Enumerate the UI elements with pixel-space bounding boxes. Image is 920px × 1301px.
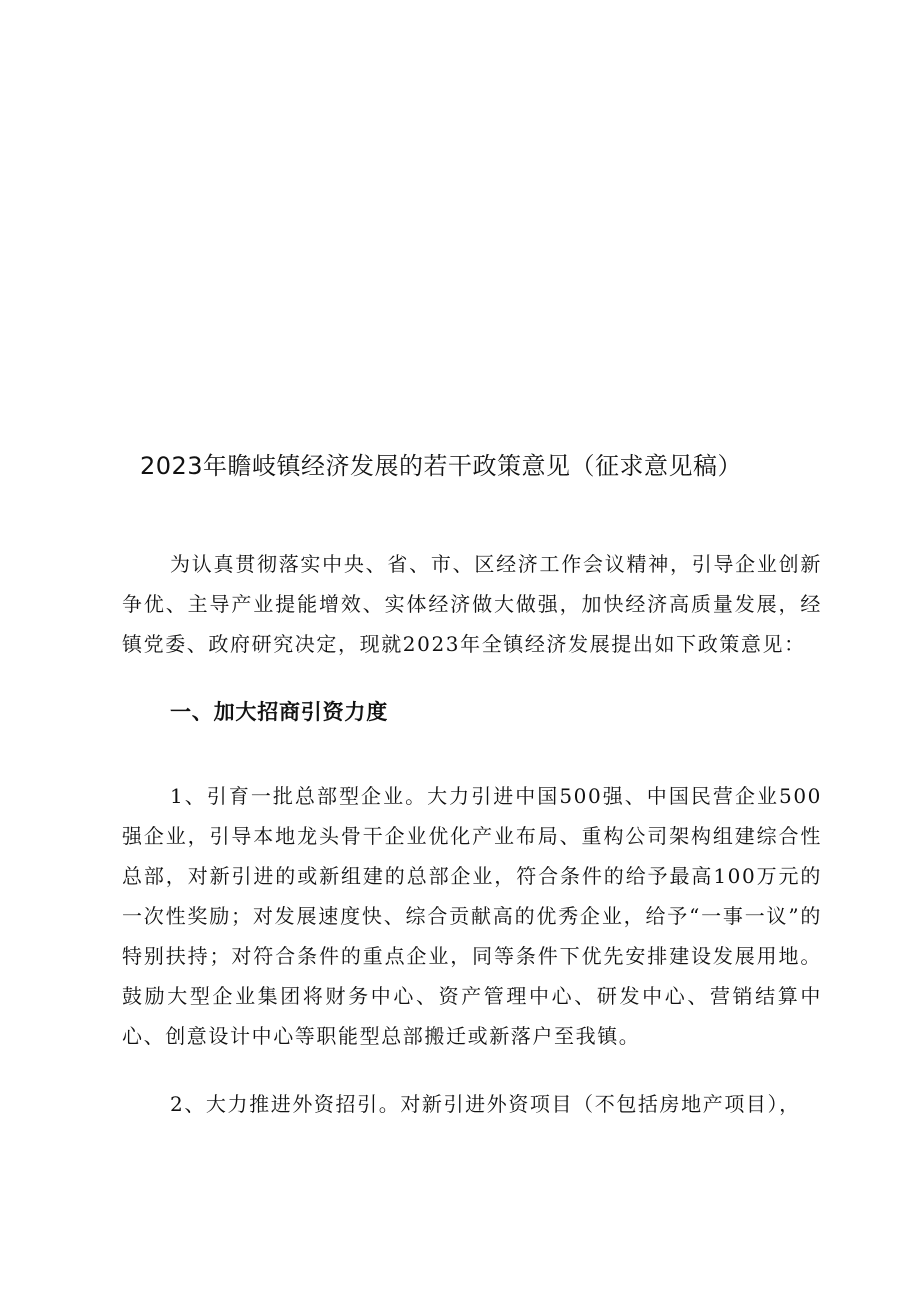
- item-2-paragraph: 2、大力推进外资招引。对新引进外资项目（不包括房地产项目），: [170, 1092, 801, 1116]
- document-title: 2023年瞻岐镇经济发展的若干政策意见（征求意见稿）: [139, 452, 743, 480]
- intro-paragraph: 为认真贯彻落实中央、省、市、区经济工作会议精神，引导企业创新争优、主导产业提能增效、实体经济做大做强，加快经济高质量发展，经镇党委、政府研究决定，现就2023年全镇经济发展提出如下政策意见：: [122, 552, 822, 656]
- item-1-paragraph: 1、引育一批总部型企业。大力引进中国500强、中国民营企业500强企业，引导本地龙头骨干企业优化产业布局、重构公司架构组建综合性总部，对新引进的或新组建的总部企业，符合条件的给予最高100万元的一次性奖励；对发展速度快、综合贡献高的优秀企业，给予“一事一议”的特别扶持；对符合条件的重点企业，同等条件下优先安排建设发展用地。鼓励大型企业集团将财务中心、资产管理中心、研发中心、营销结算中心、创意设计中心等职能型总部搬迁或新落户至我镇。: [122, 784, 822, 1048]
- section-heading: 一、加大招商引资力度: [170, 700, 388, 724]
